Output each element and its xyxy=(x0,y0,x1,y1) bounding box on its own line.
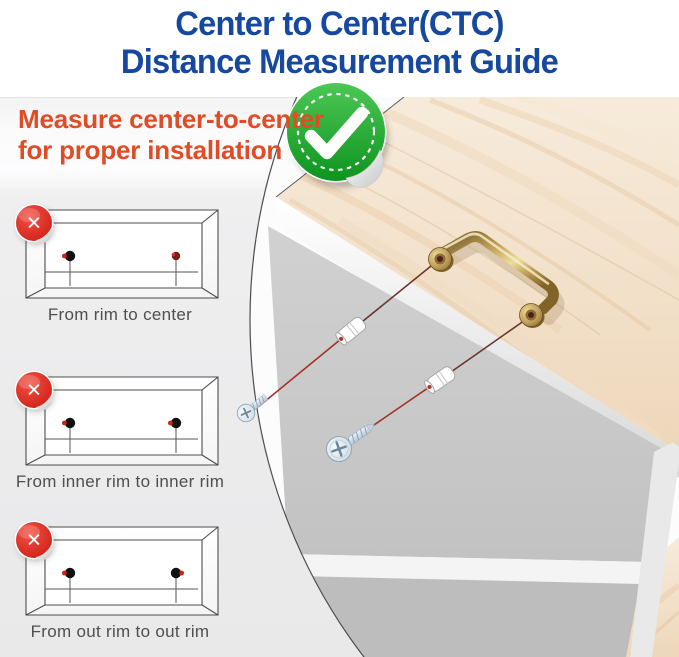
plate-illustration xyxy=(12,519,228,619)
diagram-caption: From rim to center xyxy=(47,305,193,324)
diagram-caption: From out rim to out rim xyxy=(30,622,210,641)
x-icon: ✕ xyxy=(26,530,42,552)
title-line-2: Distance Measurement Guide xyxy=(120,43,559,82)
diagram-caption: From inner rim to inner rim xyxy=(15,472,225,491)
plate-illustration xyxy=(12,369,228,469)
callout-line-2: for proper installation xyxy=(18,135,283,166)
diagram-inner-rim-to-inner-rim xyxy=(12,369,228,492)
diagram-rim-to-center xyxy=(12,202,228,325)
plate-illustration xyxy=(12,202,228,302)
callout-line-1: Measure center-to-center xyxy=(18,104,324,134)
callout-text xyxy=(18,104,324,166)
zoom-bubble-scene xyxy=(226,0,679,657)
drawer-bottom xyxy=(226,554,648,657)
title-line-1: Center to Center(CTC) xyxy=(175,5,504,43)
diagram-out-rim-to-out-rim xyxy=(12,519,228,642)
x-icon: ✕ xyxy=(26,213,42,235)
page-title xyxy=(0,5,679,81)
x-icon: ✕ xyxy=(26,380,42,402)
